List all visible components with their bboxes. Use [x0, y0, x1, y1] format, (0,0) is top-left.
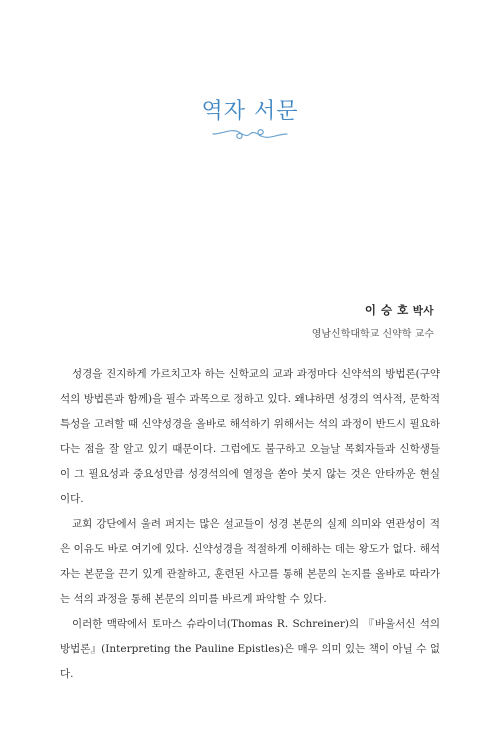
flourish-ornament-icon: [211, 126, 289, 142]
author-affiliation: 영남신학대학교 신약학 교수: [311, 329, 434, 340]
preface-body: [60, 362, 440, 687]
author-name-line: [312, 302, 434, 318]
author-name: 이 승 호: [364, 303, 409, 317]
author-block: [312, 302, 434, 340]
page-title: 역자 서문: [201, 99, 299, 124]
author-role: 박사: [412, 305, 434, 317]
paragraph-2: 교회 강단에서 울려 퍼지는 많은 설교들이 성경 본문의 실제 의미와 연관성이 적은 이유도 바로 여기에 있다. 신약성경을 적절하게 이해하는 데는 왕도가 없다. 해석자는 본문을 끈기 있게 관찰하고, 훈련된 사고를 통해 본문의 논지를 올바로 따라가는 석의 과정을 통해 본문의 의미를 바르게 파악할 수 있다.: [60, 518, 440, 605]
paragraph-1: 성경을 진지하게 가르치고자 하는 신학교의 교과 과정마다 신약석의 방법론(구약석의 방법론과 함께)을 필수 과목으로 정하고 있다. 왜냐하면 성경의 역사적, 문학적 특성을 고려할 때 신약성경을 올바로 해석하기 위해서는 석의 과정이 반드시 필요하다는 점을 잘 알고 있기 때문이다. 그럼에도 불구하고 오늘날 목회자들과 신학생들이 그 필요성과 중요성만큼 성경석의에 열정을 쏟아 붓지 않는 것은 안타까운 현실이다.: [60, 368, 440, 505]
paragraph-3: 이러한 맥락에서 토마스 슈라이너(Thomas R. Schreiner)의 『바울서신 석의 방법론』(Interpreting the Pauline Epistles)은 매우 의미 있는 책이 아닐 수 없다.: [60, 618, 440, 680]
